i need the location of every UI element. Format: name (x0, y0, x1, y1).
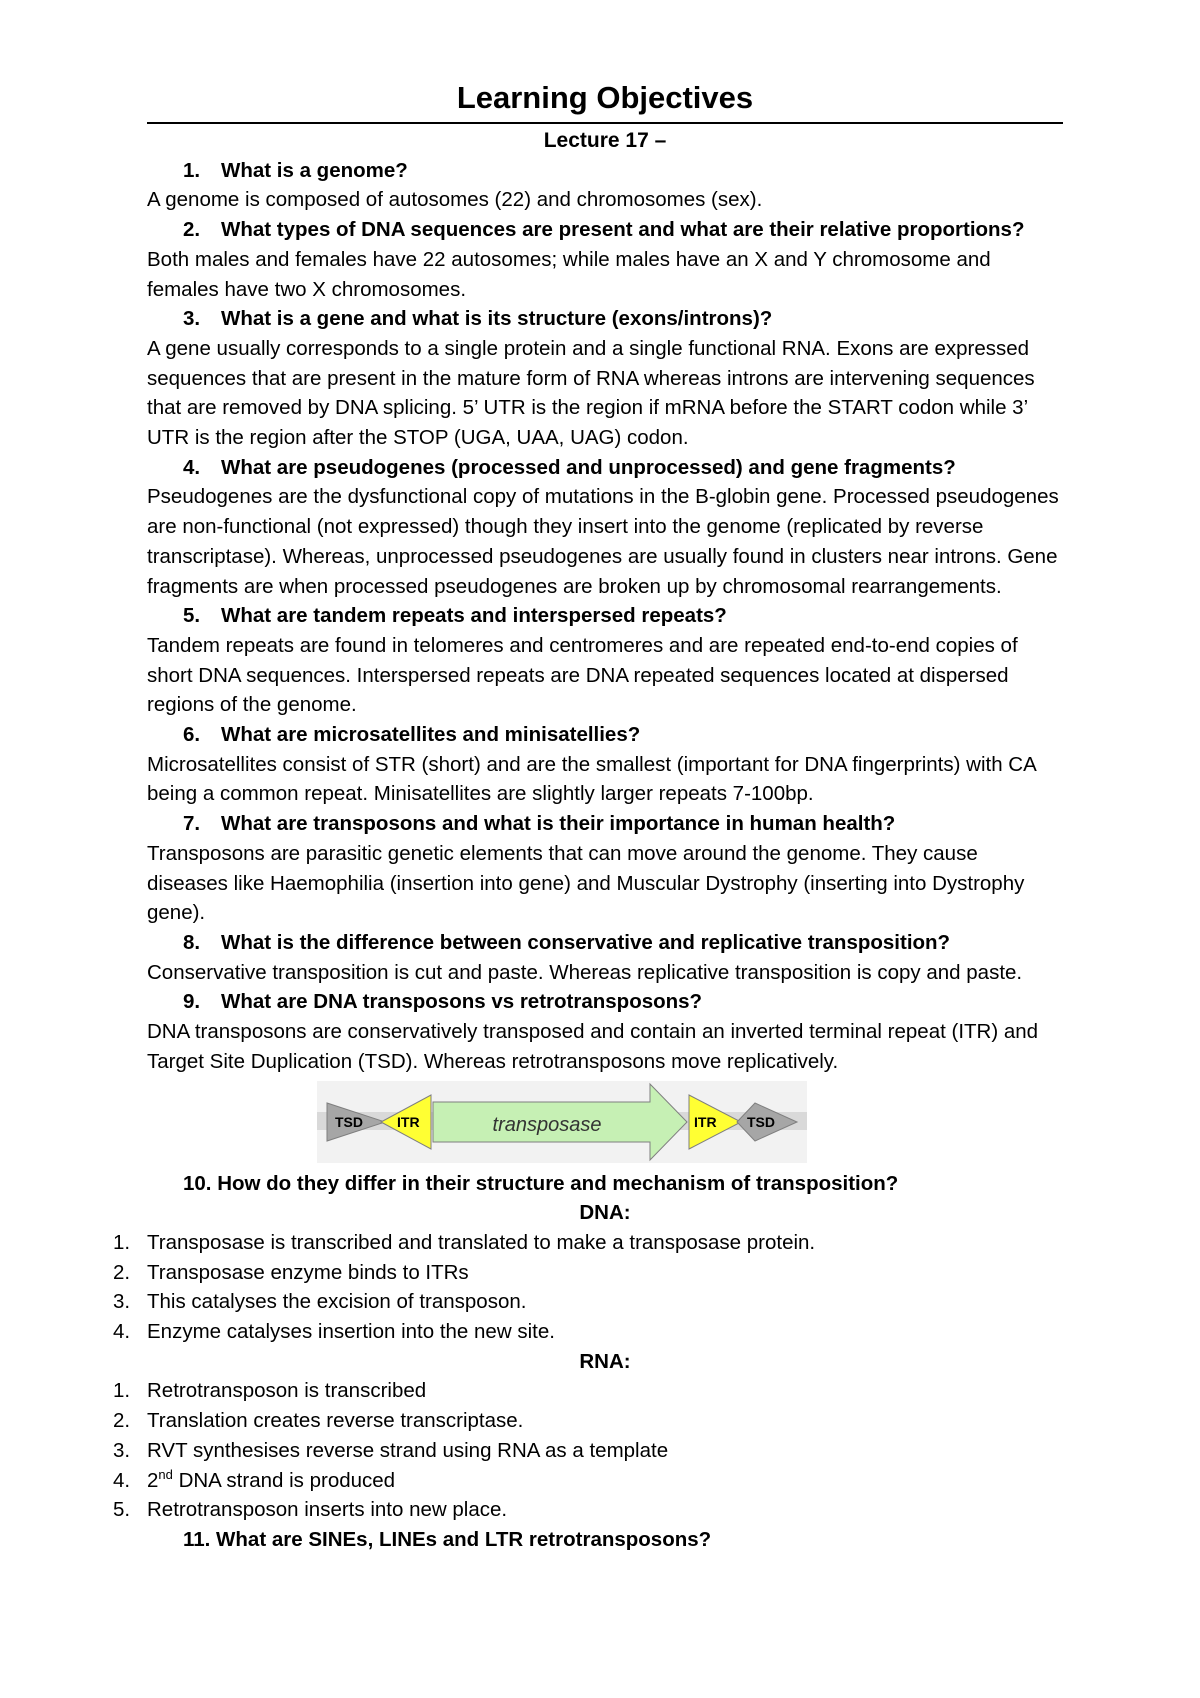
dna-step-2 (113, 1258, 1063, 1288)
answer-2: Both males and females have 22 autosomes; while males have an X and Y chromosome and females have two X chromosomes. (147, 247, 991, 301)
question-number: 4. (183, 455, 201, 479)
step-number: 4. (113, 1468, 131, 1492)
step-number: 3. (113, 1438, 131, 1462)
question-11: 11. What are SINEs, LINEs and LTR retrotransposons? (183, 1527, 712, 1551)
answer-8: Conservative transposition is cut and paste. Whereas replicative transposition is copy and paste. (147, 960, 1023, 984)
question-number: 6. (183, 723, 201, 747)
step-number: 5. (113, 1498, 131, 1522)
step-text: Retrotransposon is transcribed (147, 1379, 427, 1403)
step-number: 3. (113, 1290, 131, 1314)
question-number: 3. (183, 307, 201, 331)
question-text: What is a gene and what is its structure (exons/introns)? (221, 307, 773, 331)
step-text: Retrotransposon inserts into new place. (147, 1498, 508, 1522)
step-number: 1. (113, 1230, 131, 1254)
itr-left-label: ITR (397, 1113, 420, 1130)
question-7 (147, 809, 1063, 839)
tsd-right-label: TSD (747, 1113, 775, 1130)
question-text: What are pseudogenes (processed and unprocessed) and gene fragments? (221, 455, 956, 479)
question-5 (147, 601, 1063, 631)
step-text: RVT synthesises reverse strand using RNA as a template (147, 1438, 669, 1462)
rna-step-3 (113, 1436, 1063, 1466)
question-2 (147, 215, 1063, 245)
step-number: 1. (113, 1379, 131, 1403)
question-number: 5. (183, 604, 201, 628)
ordinal-suffix: nd (158, 1466, 173, 1482)
transposase-label: transposase (492, 1113, 602, 1136)
step-number: 2. (113, 1409, 131, 1433)
question-1 (147, 156, 1063, 186)
rna-heading: RNA: (579, 1349, 631, 1373)
question-8 (147, 928, 1063, 958)
lecture-heading: Lecture 17 – (543, 129, 667, 152)
answer-5: Tandem repeats are found in telomeres and centromeres and are repeated end-to-end copies of short DNA sequences. Interspersed repeats are DNA repeated sequences located at dispersed regions of the genome. (147, 633, 1018, 717)
answer-4: Pseudogenes are the dysfunctional copy of mutations in the B-globin gene. Processed pseudogenes are non-functional (not expressed) though they insert into the genome (replicated by reverse transcriptase). Whereas, unprocessed pseudogenes are usually found in clusters near introns. Gene fragments are when processed pseudogenes are broken up by chromosomal rearrangements. (147, 485, 1059, 598)
question-number: 9. (183, 990, 201, 1014)
title-underline (147, 122, 1063, 124)
question-number: 7. (183, 812, 201, 836)
question-text: What is the difference between conservative and replicative transposition? (221, 930, 951, 954)
rna-step-4 (113, 1466, 1063, 1496)
rna-step-5 (113, 1495, 1063, 1525)
question-4 (147, 453, 1063, 483)
step-text: Transposase enzyme binds to ITRs (147, 1260, 469, 1284)
question-number: 1. (183, 158, 201, 182)
answer-6: Microsatellites consist of STR (short) and are the smallest (important for DNA fingerprints) with CA being a common repeat. Minisatellites are slightly larger repeats 7-100bp. (147, 752, 1036, 806)
question-text: What types of DNA sequences are present and what are their relative proportions? (221, 218, 1025, 242)
question-text: What are DNA transposons vs retrotransposons? (221, 990, 703, 1014)
dna-step-4 (113, 1317, 1063, 1347)
question-text: What are microsatellites and minisatellies? (221, 723, 641, 747)
step-text: Enzyme catalyses insertion into the new site. (147, 1320, 555, 1344)
question-9 (147, 987, 1063, 1017)
dna-step-3 (113, 1287, 1063, 1317)
step-text: This catalyses the excision of transposon. (147, 1290, 527, 1314)
question-number: 8. (183, 930, 201, 954)
transposon-diagram-svg (317, 1081, 807, 1163)
page-title: Learning Objectives (456, 80, 754, 115)
answer-1: A genome is composed of autosomes (22) and chromosomes (sex). (147, 188, 763, 212)
question-number: 2. (183, 218, 201, 242)
step-ordinal: 2 (147, 1468, 159, 1492)
transposon-diagram (147, 1081, 1063, 1163)
dna-step-1 (113, 1228, 1063, 1258)
question-text: What are transposons and what is their importance in human health? (221, 812, 896, 836)
question-text: What are tandem repeats and interspersed repeats? (221, 604, 727, 628)
rna-step-2 (113, 1406, 1063, 1436)
question-10: 10. How do they differ in their structure and mechanism of transposition? (183, 1171, 899, 1195)
question-6 (147, 720, 1063, 750)
question-text: What is a genome? (221, 158, 408, 182)
answer-3: A gene usually corresponds to a single protein and a single functional RNA. Exons are expressed sequences that are present in the mature form of RNA whereas introns are intervening sequences that are removed by DNA splicing. 5’ UTR is the region if mRNA before the START codon while 3’ UTR is the region after the STOP (UGA, UAA, UAG) codon. (147, 336, 1035, 450)
rna-step-1 (113, 1376, 1063, 1406)
itr-right-label: ITR (694, 1113, 717, 1130)
tsd-left-label: TSD (335, 1113, 363, 1130)
step-text: DNA strand is produced (172, 1468, 396, 1492)
question-3 (147, 304, 1063, 334)
document-body (113, 126, 1063, 1555)
step-text: Transposase is transcribed and translated to make a transposase protein. (147, 1230, 816, 1254)
step-number: 4. (113, 1320, 131, 1344)
answer-9: DNA transposons are conservatively transposed and contain an inverted terminal repeat (ITR) and Target Site Duplication (TSD). Whereas retrotransposons move replicatively. (147, 1020, 1039, 1073)
dna-heading: DNA: (579, 1201, 631, 1225)
step-text: Translation creates reverse transcriptase. (147, 1409, 524, 1433)
answer-7: Transposons are parasitic genetic elements that can move around the genome. They cause diseases like Haemophilia (insertion into gene) and Muscular Dystrophy (inserting into Dystrophy gene). (147, 841, 1025, 925)
step-number: 2. (113, 1260, 131, 1284)
